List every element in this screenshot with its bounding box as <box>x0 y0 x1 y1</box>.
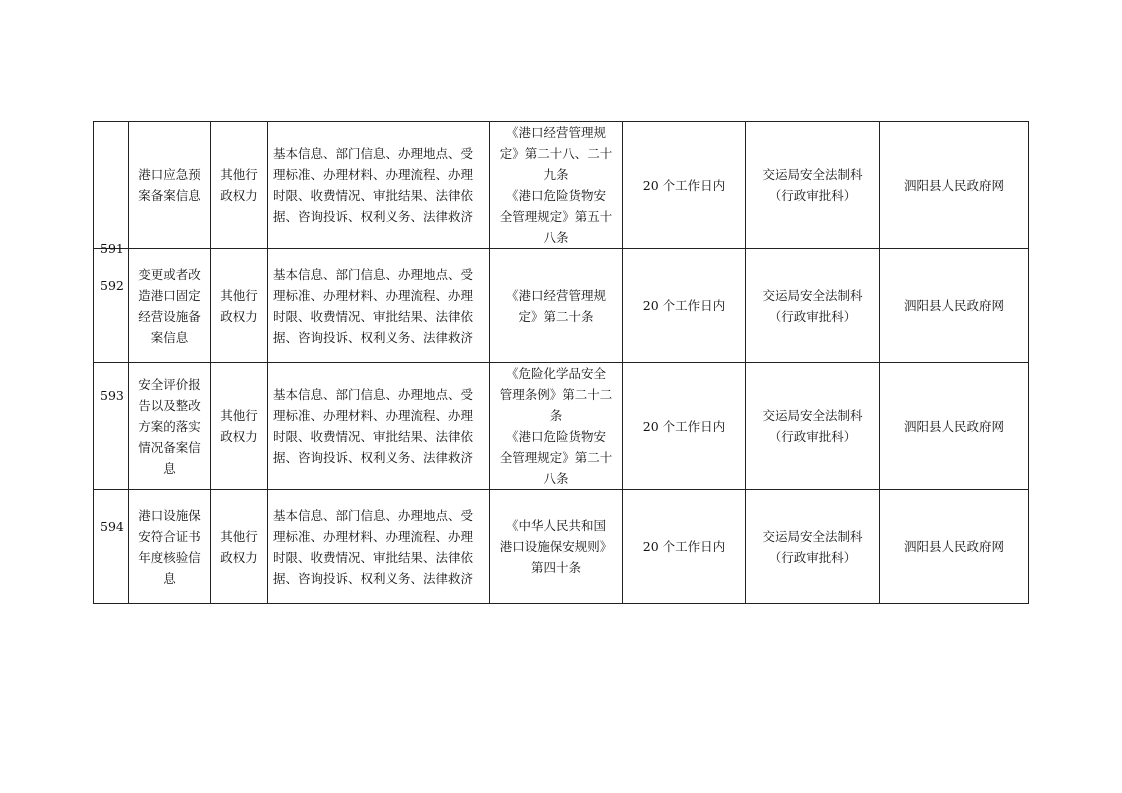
disclosure-content-cell <box>268 490 490 604</box>
department-cell <box>746 122 880 249</box>
table-row <box>94 490 1029 604</box>
basis-line: 第四十条 <box>530 560 581 575</box>
disclosure-content-cell <box>268 363 490 490</box>
disclosure-content-cell <box>268 122 490 249</box>
item-name-line: 港口设施保 <box>138 507 201 523</box>
row-number: 594 <box>100 519 124 534</box>
time-limit: 20 个工作日内 <box>642 298 726 313</box>
basis-line: 八条 <box>543 230 569 245</box>
item-name-cell <box>129 249 211 363</box>
basis-line: 管理条例》第二十二 <box>499 387 613 402</box>
disclosure-channel: 泗阳县人民政府网 <box>903 418 1004 434</box>
department-cell <box>746 249 880 363</box>
basis-line: 《中华人民共和国 <box>505 518 606 533</box>
channel-cell <box>880 249 1029 363</box>
table-row <box>94 363 1029 490</box>
power-type-cell <box>211 249 268 363</box>
channel-cell <box>880 490 1029 604</box>
legal-basis-cell <box>490 490 623 604</box>
content-line: 时限、收费情况、审批结果、法律依 <box>273 429 474 444</box>
content-line: 时限、收费情况、审批结果、法律依 <box>273 549 474 565</box>
item-name-cell <box>129 363 211 490</box>
basis-line: 《港口经营管理规 <box>505 287 606 303</box>
department-line: 交运局安全法制科 <box>762 287 863 303</box>
disclosure-content-cell <box>268 249 490 363</box>
disclosure-table <box>93 121 1029 604</box>
item-name-line: 年度核验信 <box>138 549 201 565</box>
power-type-cell <box>211 490 268 604</box>
power-type-line: 政权力 <box>220 308 258 324</box>
power-type-line: 其他行 <box>220 287 258 303</box>
content-line: 基本信息、部门信息、办理地点、受 <box>273 146 474 161</box>
department-line: （行政审批科） <box>768 429 857 444</box>
time-limit: 20 个工作日内 <box>642 539 726 554</box>
power-type-line: 其他行 <box>220 408 258 423</box>
time-limit-cell <box>623 122 746 249</box>
basis-line: 八条 <box>543 471 569 486</box>
time-limit: 20 个工作日内 <box>642 177 726 193</box>
row-number: 591 <box>100 240 124 256</box>
item-name-line: 经营设施备 <box>138 308 201 324</box>
item-name-line: 案备案信息 <box>138 188 201 203</box>
row-number-cell <box>94 122 129 256</box>
power-type-line: 政权力 <box>220 549 258 565</box>
content-line: 理标准、办理材料、办理流程、办理 <box>273 528 474 544</box>
content-line: 理标准、办理材料、办理流程、办理 <box>273 287 474 303</box>
table-body <box>94 122 1029 604</box>
power-type-cell <box>211 122 268 249</box>
power-type-cell <box>211 363 268 490</box>
channel-cell <box>880 122 1029 249</box>
power-type-line: 其他行 <box>220 528 258 544</box>
channel-cell <box>880 363 1029 490</box>
basis-line: 全管理规定》第二十 <box>499 450 613 465</box>
basis-line: 九条 <box>543 167 569 182</box>
time-limit-cell <box>623 249 746 363</box>
power-type-line: 其他行 <box>220 167 258 182</box>
content-line: 理标准、办理材料、办理流程、办理 <box>273 167 474 182</box>
content-line: 据、咨询投诉、权利义务、法律救济 <box>273 570 474 586</box>
time-limit-cell <box>623 490 746 604</box>
content-line: 据、咨询投诉、权利义务、法律救济 <box>273 209 474 224</box>
table-row <box>94 249 1029 363</box>
item-name-line: 息 <box>163 570 176 586</box>
content-line: 基本信息、部门信息、办理地点、受 <box>273 266 474 282</box>
department-line: （行政审批科） <box>768 308 857 324</box>
basis-line: 港口设施保安规则》 <box>499 539 613 554</box>
department-line: （行政审批科） <box>768 549 857 565</box>
basis-line: 定》第二十条 <box>518 308 594 324</box>
item-name-line: 安全评价报 <box>138 376 201 392</box>
time-limit-cell <box>623 363 746 490</box>
row-number-cell <box>94 249 129 363</box>
content-line: 据、咨询投诉、权利义务、法律救济 <box>273 329 474 345</box>
content-line: 时限、收费情况、审批结果、法律依 <box>273 188 474 203</box>
department-line: （行政审批科） <box>768 188 857 203</box>
item-name-line: 安符合证书 <box>138 528 201 544</box>
basis-line: 条 <box>549 408 563 423</box>
legal-basis-cell <box>490 249 623 363</box>
row-number: 593 <box>100 387 124 403</box>
content-line: 理标准、办理材料、办理流程、办理 <box>273 408 474 423</box>
disclosure-channel: 泗阳县人民政府网 <box>903 177 1004 193</box>
legal-basis-cell <box>490 363 623 490</box>
department-cell <box>746 363 880 490</box>
department-line: 交运局安全法制科 <box>762 167 863 182</box>
basis-line: 全管理规定》第五十 <box>499 209 613 224</box>
item-name-line: 港口应急预 <box>138 167 201 182</box>
power-type-line: 政权力 <box>220 429 258 444</box>
basis-line: 《危险化学品安全 <box>505 366 606 381</box>
content-line: 据、咨询投诉、权利义务、法律救济 <box>273 450 474 465</box>
item-name-line: 案信息 <box>150 329 189 345</box>
content-line: 基本信息、部门信息、办理地点、受 <box>273 387 474 402</box>
basis-line: 《港口经营管理规 <box>505 125 606 140</box>
item-name-line: 息 <box>163 460 176 476</box>
item-name-cell <box>129 122 211 249</box>
legal-basis-cell <box>490 122 623 249</box>
power-type-line: 政权力 <box>220 188 258 203</box>
item-name-line: 造港口固定 <box>138 287 201 303</box>
basis-line: 定》第二十八、二十 <box>499 146 613 161</box>
basis-line: 《港口危险货物安 <box>505 429 606 444</box>
time-limit: 20 个工作日内 <box>642 418 726 434</box>
item-name-cell <box>129 490 211 604</box>
disclosure-channel: 泗阳县人民政府网 <box>903 539 1004 554</box>
disclosure-channel: 泗阳县人民政府网 <box>903 298 1004 313</box>
row-number-cell <box>94 490 129 604</box>
row-number-cell <box>94 363 129 490</box>
department-cell <box>746 490 880 604</box>
item-name-line: 变更或者改 <box>138 266 201 282</box>
item-name-line: 方案的落实 <box>138 418 201 434</box>
item-name-line: 情况备案信 <box>138 439 201 455</box>
department-line: 交运局安全法制科 <box>762 528 863 544</box>
department-line: 交运局安全法制科 <box>762 408 863 423</box>
basis-line: 《港口危险货物安 <box>505 188 606 203</box>
item-name-line: 告以及整改 <box>138 397 201 413</box>
row-number: 592 <box>100 278 124 293</box>
content-line: 时限、收费情况、审批结果、法律依 <box>273 308 474 324</box>
content-line: 基本信息、部门信息、办理地点、受 <box>273 507 474 523</box>
table-row <box>94 122 1029 249</box>
